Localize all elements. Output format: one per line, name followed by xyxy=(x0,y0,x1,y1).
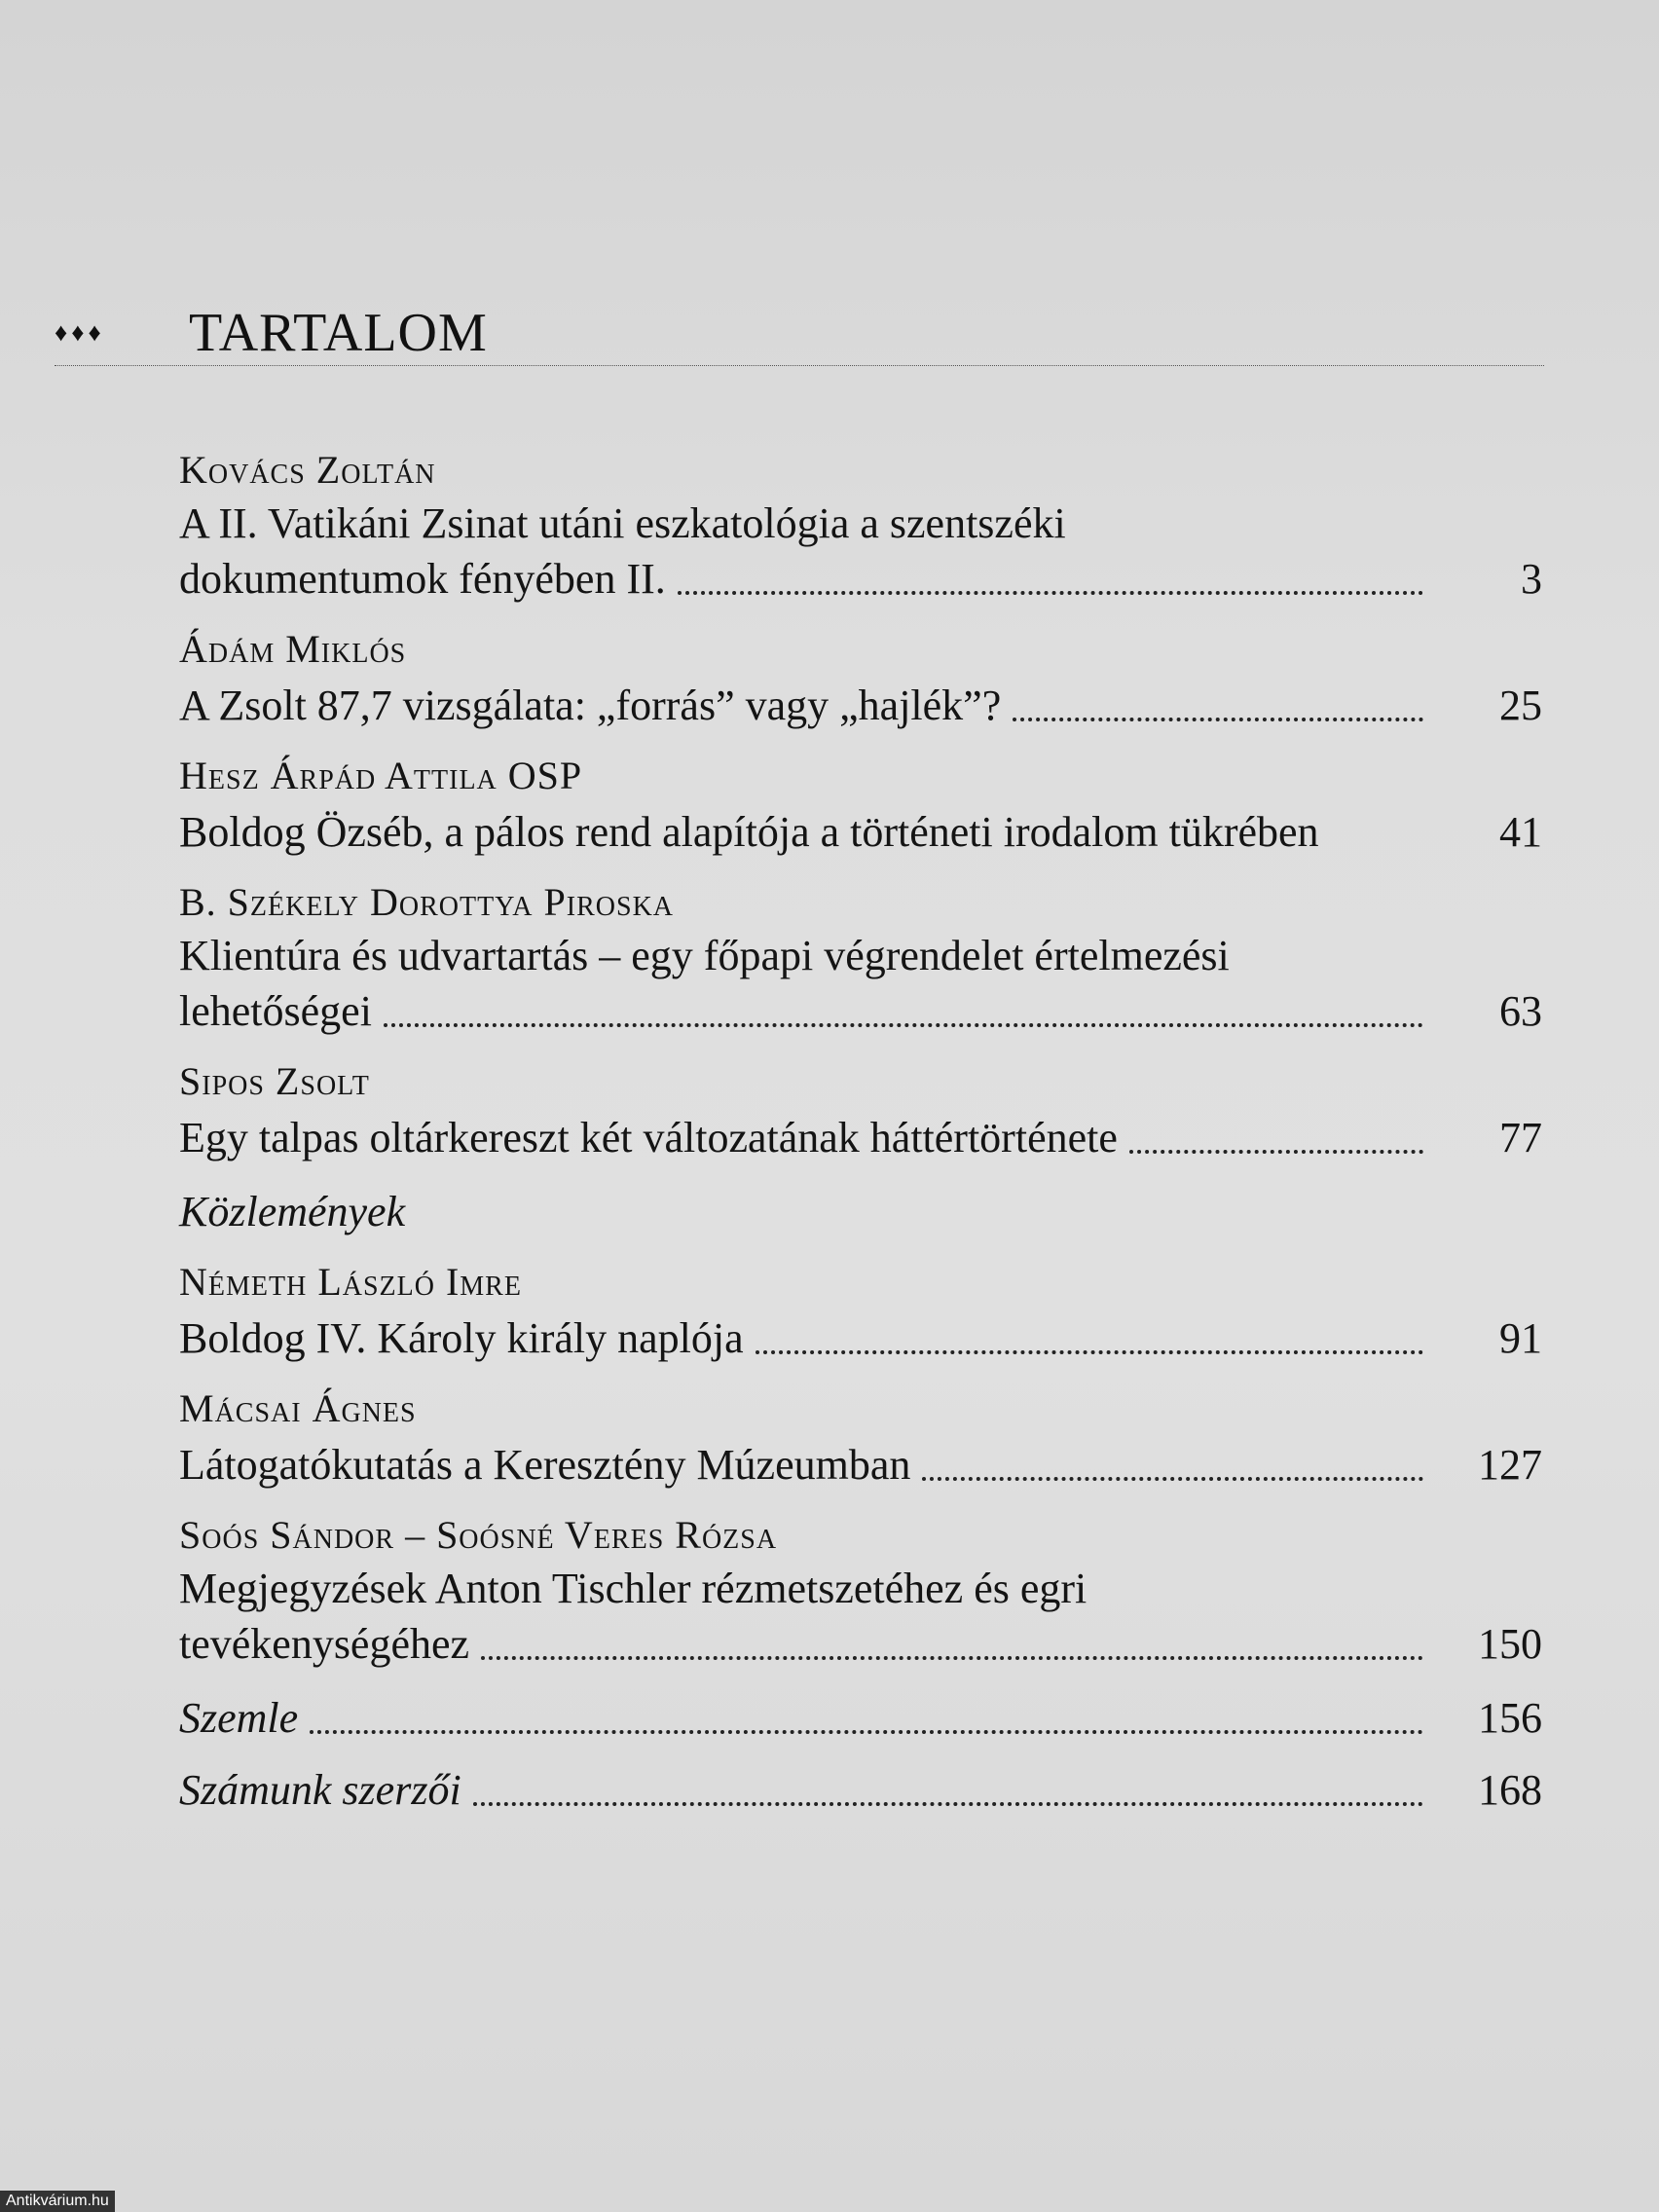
leader-dots xyxy=(310,1730,1423,1734)
leader-dots xyxy=(756,1350,1423,1354)
page-number: 41 xyxy=(1499,808,1542,856)
toc-entry xyxy=(179,875,1542,1041)
toc-entry xyxy=(179,1382,1542,1494)
entry-row xyxy=(179,1309,1542,1368)
entry-title-last-line: Látogatókutatás a Keresztény Múzeumban xyxy=(179,1441,911,1489)
entry-row xyxy=(179,803,1542,862)
entry-row xyxy=(179,1436,1542,1494)
leader-dots xyxy=(473,1802,1423,1806)
entry-author: Ádám Miklós xyxy=(179,627,407,671)
entry-row xyxy=(179,550,1542,608)
entry-title-last-line: Számunk szerzői xyxy=(179,1766,461,1814)
entry-title-last-line: lehetőségei xyxy=(179,987,372,1035)
page-number: 156 xyxy=(1478,1694,1542,1742)
page-number: 25 xyxy=(1499,682,1542,729)
entry-title-last-line: A Zsolt 87,7 vizsgálata: „forrás” vagy „hajlék”? xyxy=(179,682,1002,729)
entry-row xyxy=(179,1109,1542,1167)
toc-entry xyxy=(179,1689,1542,1748)
toc-entry xyxy=(179,749,1542,862)
leader-dots xyxy=(922,1477,1423,1481)
toc-entry xyxy=(179,1054,1542,1167)
leader-dots xyxy=(481,1656,1423,1660)
entry-author: Mácsai Ágnes xyxy=(179,1386,417,1430)
entry-title-line: Klientúra és udvartartás – egy főpapi végrendelet értelmezési xyxy=(179,932,1230,979)
leader-dots xyxy=(384,1023,1423,1027)
page-number: 168 xyxy=(1478,1766,1542,1814)
entry-author: Németh László Imre xyxy=(179,1260,522,1304)
entry-author: Hesz Árpád Attila OSP xyxy=(179,754,583,797)
toc-entry xyxy=(179,443,1542,608)
page-title: TARTALOM xyxy=(189,303,488,363)
toc-entry xyxy=(179,622,1542,735)
entry-row xyxy=(179,1689,1542,1748)
entry-title-last-line: Boldog Özséb, a pálos rend alapítója a történeti irodalom tükrében xyxy=(179,808,1319,856)
toc-header xyxy=(55,297,1544,366)
leader-dots xyxy=(1331,844,1423,848)
entry-title-last-line: Boldog IV. Károly király naplója xyxy=(179,1314,744,1362)
entry-title-last-line: Egy talpas oltárkereszt két változatának háttértörténete xyxy=(179,1114,1118,1161)
toc-entry xyxy=(179,1761,1542,1820)
page-number: 3 xyxy=(1521,555,1542,603)
page-number: 150 xyxy=(1478,1620,1542,1668)
page-number: 127 xyxy=(1478,1441,1542,1489)
page-number: 63 xyxy=(1499,987,1542,1035)
leader-dots xyxy=(678,591,1423,595)
entry-row xyxy=(179,982,1542,1041)
diamond-ornament-icon: ♦♦♦ xyxy=(55,318,105,347)
leader-dots xyxy=(1129,1150,1423,1154)
leader-dots xyxy=(1013,718,1423,721)
toc-entry xyxy=(179,1255,1542,1368)
entry-author: Sipos Zsolt xyxy=(179,1059,370,1103)
table-of-contents xyxy=(179,443,1542,1833)
entry-title-last-line: dokumentumok fényében II. xyxy=(179,555,666,603)
page-number: 91 xyxy=(1499,1314,1542,1362)
page-number: 77 xyxy=(1499,1114,1542,1161)
watermark: Antikvárium.hu xyxy=(0,2191,115,2212)
entry-title-line: A II. Vatikáni Zsinat utáni eszkatológia a szentszéki xyxy=(179,499,1066,547)
toc-entry xyxy=(179,1508,1542,1674)
entry-author: Soós Sándor – Soósné Veres Rózsa xyxy=(179,1513,778,1557)
section-label: Közlemények xyxy=(179,1188,406,1235)
entry-title-last-line: tevékenységéhez xyxy=(179,1620,470,1668)
entry-title-line: Megjegyzések Anton Tischler rézmetszetéhez és egri xyxy=(179,1565,1088,1612)
entry-author: Kovács Zoltán xyxy=(179,448,436,492)
entry-row xyxy=(179,677,1542,735)
entry-row xyxy=(179,1615,1542,1674)
entry-title-last-line: Szemle xyxy=(179,1694,299,1742)
entry-row xyxy=(179,1761,1542,1820)
entry-author: B. Székely Dorottya Piroska xyxy=(179,880,675,924)
